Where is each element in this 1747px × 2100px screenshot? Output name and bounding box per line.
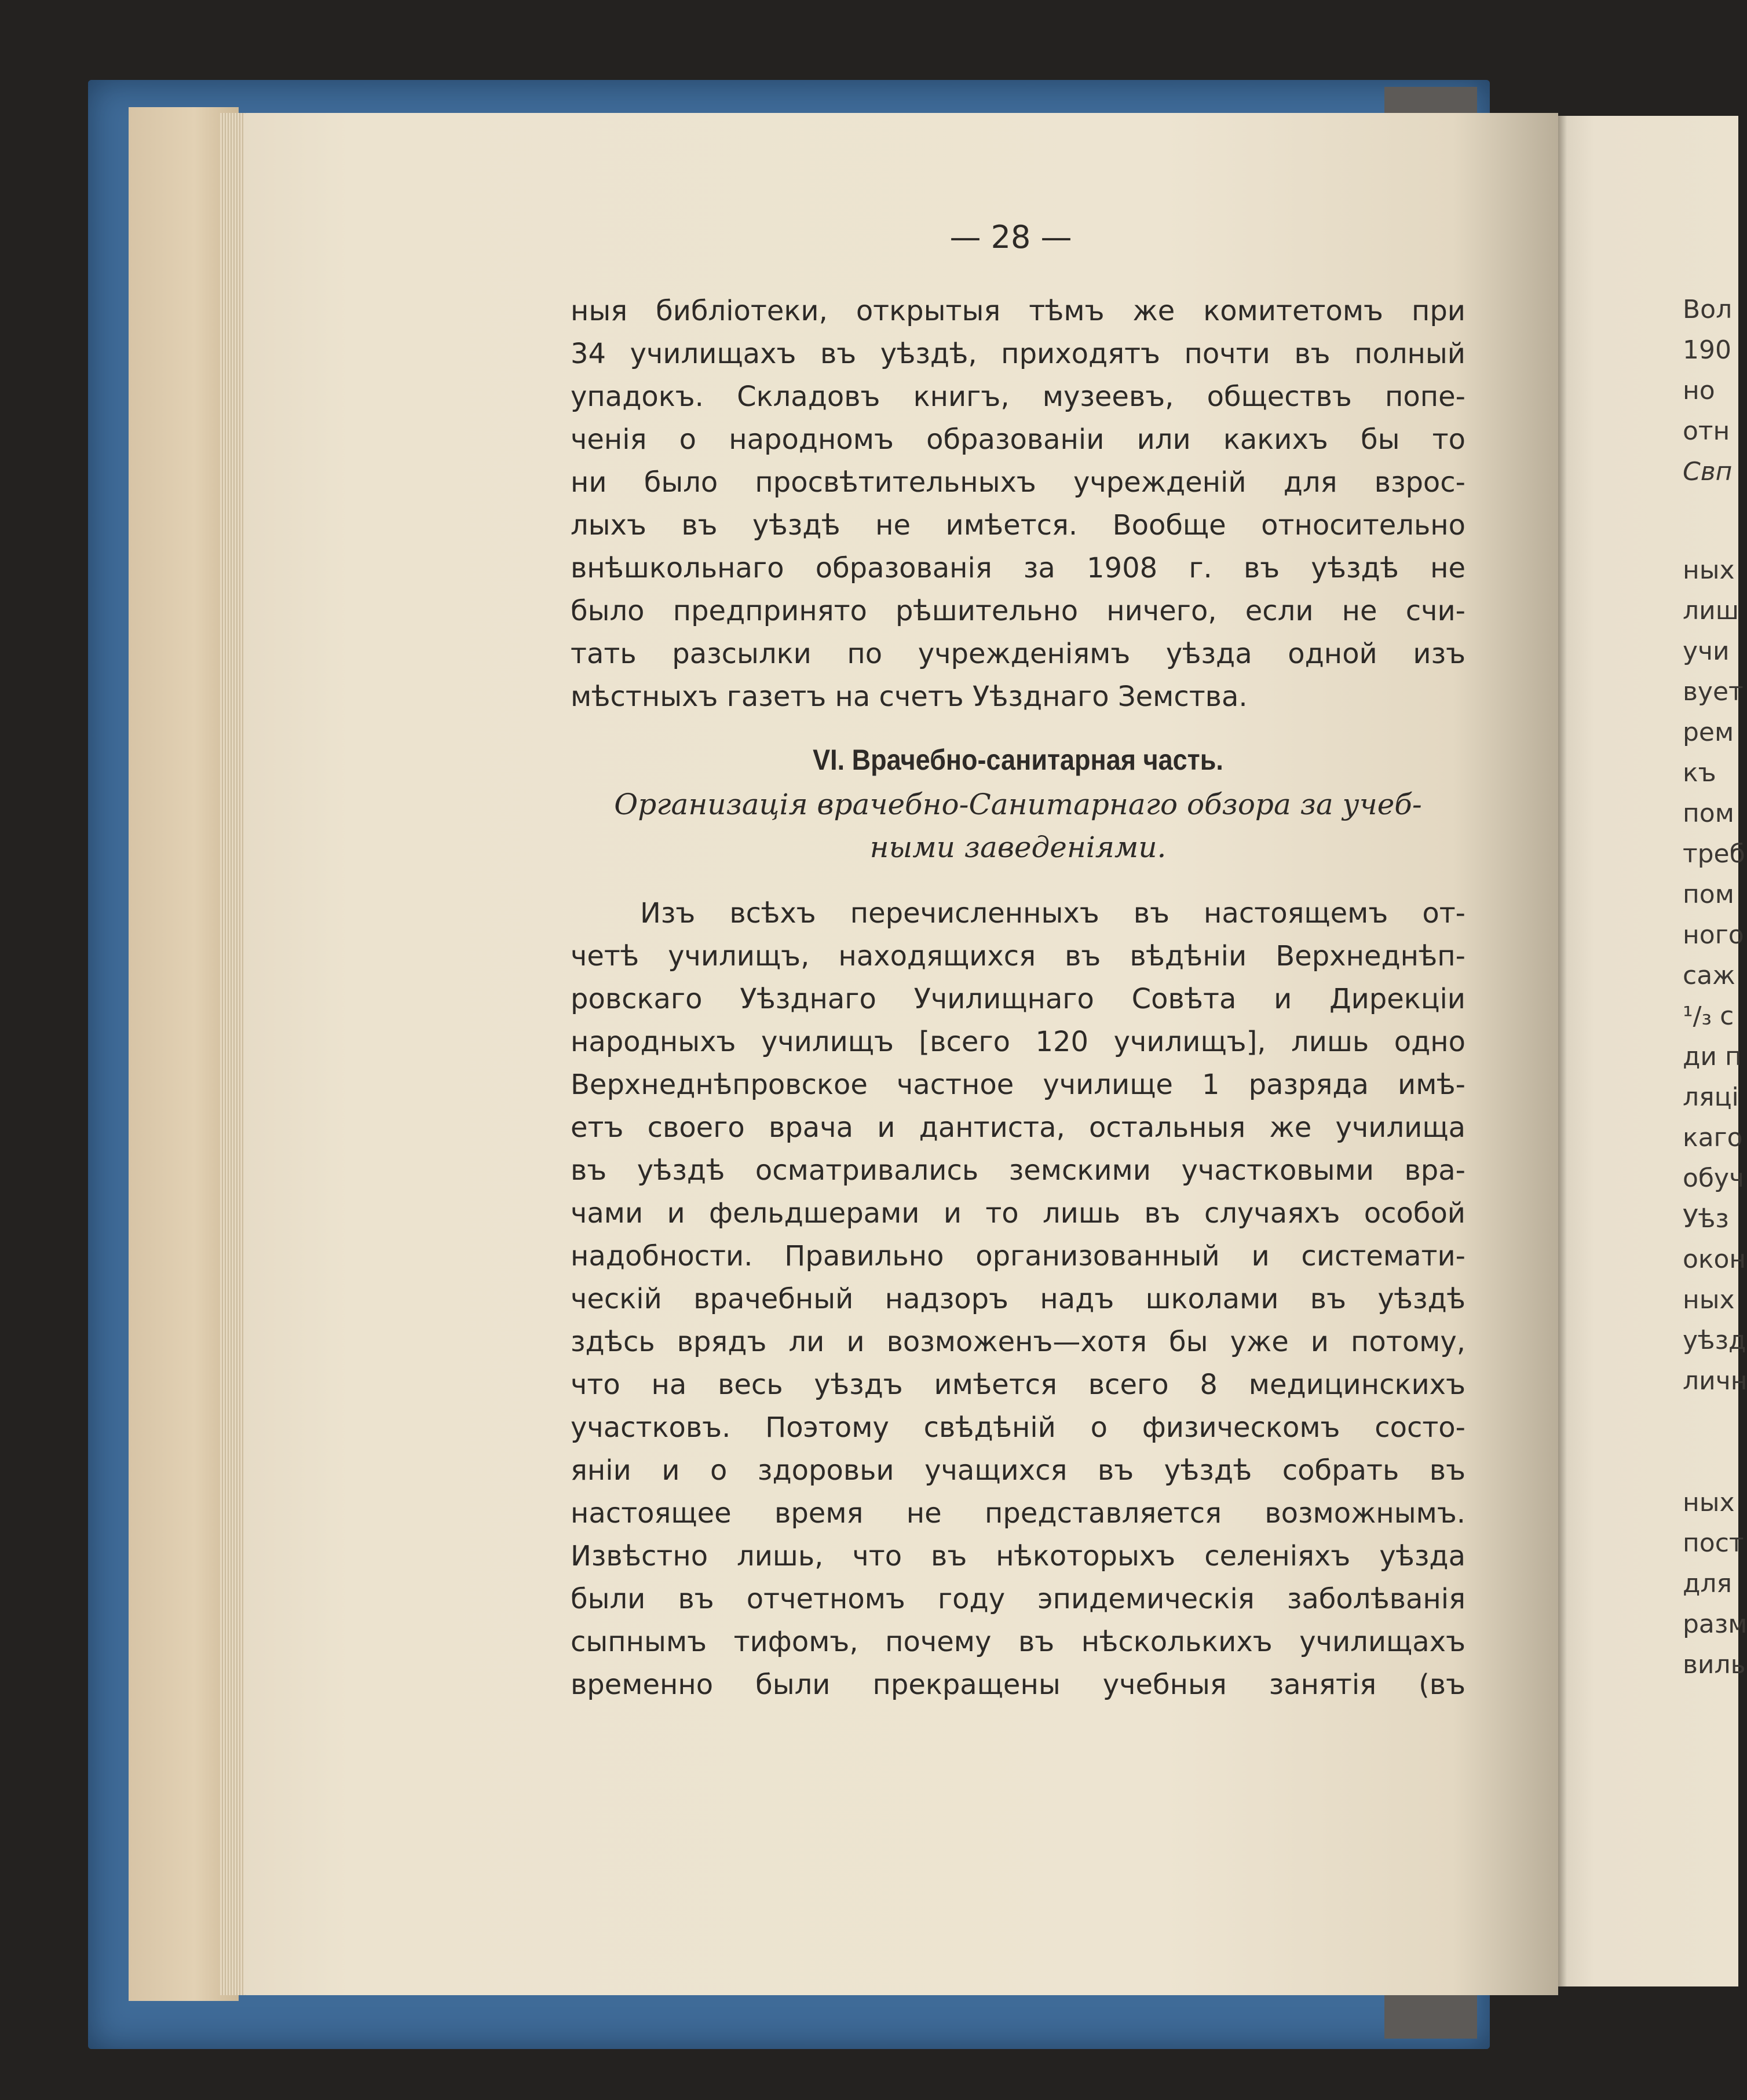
right-fragment: Уѣз	[1683, 1204, 1729, 1234]
text-line: Изъ всѣхъ перечисленныхъ въ настоящемъ от-	[640, 897, 1465, 930]
text-line: упадокъ. Складовъ книгъ, музеевъ, обществъ попе-	[571, 381, 1465, 413]
right-fragment: но	[1683, 376, 1715, 405]
right-fragment: Вол	[1683, 295, 1733, 324]
text-line: ныя библіотеки, открытыя тѣмъ же комитетомъ при	[571, 295, 1465, 327]
spacer	[1683, 492, 1738, 550]
text-line: тать разсылки по учрежденіямъ уѣзда одной изъ	[571, 638, 1465, 670]
text-line: было предпринято рѣшительно ничего, если не счи-	[571, 595, 1465, 627]
right-fragment: пост	[1683, 1528, 1744, 1558]
text-line: внѣшкольнаго образованія за 1908 г. въ уѣздѣ не	[571, 552, 1465, 584]
right-fragment: уѣзд	[1683, 1326, 1746, 1355]
text-line: что на весь уѣздъ имѣется всего 8 медицинскихъ	[571, 1369, 1465, 1401]
text-line: ровскаго Уѣзднаго Училищнаго Совѣта и Дирекціи	[571, 983, 1465, 1015]
text-line: 34 училищахъ въ уѣздѣ, приходятъ почти въ полный	[571, 338, 1465, 370]
text-line: сыпнымъ тифомъ, почему въ нѣсколькихъ училищахъ	[571, 1626, 1465, 1658]
right-fragment: къ	[1683, 758, 1716, 788]
right-fragment: ¹/₃ с	[1683, 1001, 1734, 1031]
right-fragment: ных	[1683, 1285, 1735, 1315]
text-line: здѣсь врядъ ли и возможенъ—хотя бы уже и потому,	[571, 1326, 1465, 1358]
text-line: временно были прекращены учебныя занятія (въ	[571, 1669, 1465, 1701]
right-fragment: виль	[1683, 1650, 1746, 1680]
right-fragment: лиш	[1683, 596, 1739, 625]
spacer	[1683, 1402, 1738, 1483]
text-line: участковъ. Поэтому свѣдѣній о физическомъ состо-	[571, 1411, 1465, 1444]
text-line: чами и фельдшерами и то лишь въ случаяхъ особой	[571, 1197, 1465, 1230]
text-line: Верхнеднѣпровское частное училище 1 разряда имѣ-	[571, 1069, 1465, 1101]
text-line: четѣ училищъ, находящихся въ вѣдѣніи Верхнеднѣп-	[571, 940, 1465, 972]
right-fragment: обуч	[1683, 1164, 1745, 1193]
right-fragment: ного	[1683, 920, 1744, 950]
text-column	[571, 290, 1465, 1706]
page-number: — 28 —	[949, 219, 1072, 255]
text-line: ченія о народномъ образованіи или какихъ бы то	[571, 423, 1465, 456]
right-fragment: ляці	[1683, 1082, 1739, 1112]
right-fragment: отн	[1683, 416, 1730, 446]
right-fragment: рем	[1683, 718, 1734, 747]
section-heading: VI. Врачебно-санитарная часть.	[813, 744, 1223, 776]
right-fragment: ных	[1683, 555, 1735, 585]
right-fragment: ди п	[1683, 1042, 1742, 1071]
right-fragment: личн	[1683, 1366, 1747, 1396]
text-line: настоящее время не представляется возможнымъ.	[571, 1497, 1465, 1530]
right-fragment: Свп	[1683, 457, 1733, 486]
right-page-text	[1683, 290, 1747, 1685]
sub-heading	[571, 783, 1465, 869]
text-line: въ уѣздѣ осматривались земскими участковыми вра-	[571, 1154, 1465, 1187]
paragraph-medical	[571, 892, 1465, 1706]
right-fragment: пом	[1683, 799, 1734, 828]
right-fragment: для	[1683, 1569, 1733, 1598]
text-line: ни было просвѣтительныхъ учрежденій для взрос-	[571, 466, 1465, 499]
text-line: были въ отчетномъ году эпидемическія заболѣванія	[571, 1583, 1465, 1615]
right-fragment: треб	[1683, 839, 1745, 869]
text-line: надобности. Правильно организованный и системати-	[571, 1240, 1465, 1272]
right-fragment: окон	[1683, 1245, 1746, 1274]
right-fragment: разм	[1683, 1609, 1747, 1639]
sub-heading-line: ными заведеніями.	[869, 831, 1167, 864]
text-line: лыхъ въ уѣздѣ не имѣется. Вообще относительно	[571, 509, 1465, 542]
sub-heading-line: Организація врачебно-Санитарнаго обзора за учеб-	[614, 788, 1422, 821]
text-line: етъ своего врача и дантиста, остальныя же училища	[571, 1111, 1465, 1144]
text-line: Извѣстно лишь, что въ нѣкоторыхъ селеніяхъ уѣзда	[571, 1540, 1465, 1572]
right-fragment: ных	[1683, 1488, 1735, 1517]
text-line: народныхъ училищъ [всего 120 училищъ], лишь одно	[571, 1026, 1465, 1058]
paragraph-libraries	[571, 290, 1465, 718]
right-fragment: саж	[1683, 961, 1735, 990]
text-line: мѣстныхъ газетъ на счетъ Уѣзднаго Земства.	[571, 681, 1248, 713]
right-fragment: вует	[1683, 677, 1744, 707]
right-fragment: пом	[1683, 880, 1734, 909]
right-fragment: каго	[1683, 1123, 1743, 1153]
right-fragment: учи	[1683, 636, 1730, 666]
text-line: ческій врачебный надзоръ надъ школами въ уѣздѣ	[571, 1283, 1465, 1315]
right-fragment: 190	[1683, 335, 1731, 365]
text-line: яніи и о здоровьи учащихся въ уѣздѣ собрать въ	[571, 1454, 1465, 1487]
